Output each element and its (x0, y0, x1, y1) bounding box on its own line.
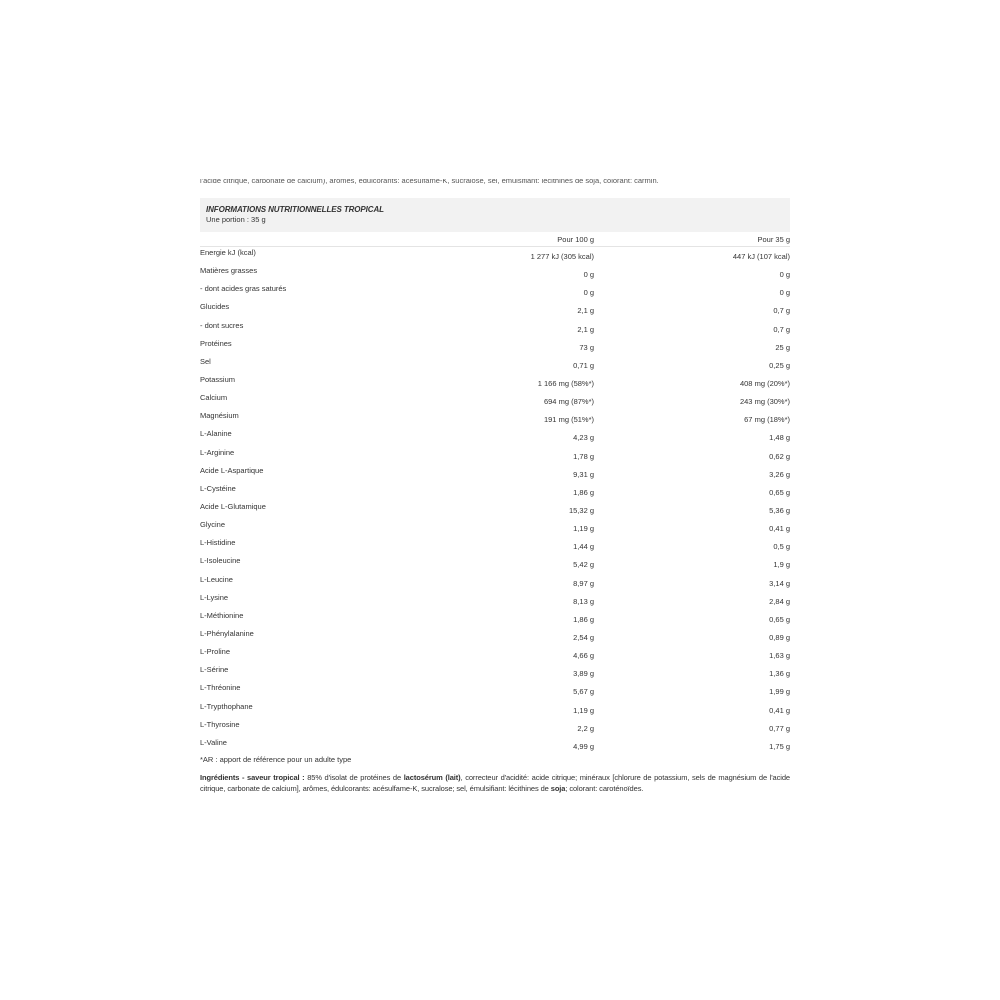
nutrition-rows (200, 246, 790, 754)
value-per-100g: 4,66 g (573, 651, 594, 661)
table-row (200, 573, 790, 591)
value-per-100g: 2,1 g (577, 306, 594, 316)
ingredients-label: Ingrédients - saveur tropical : (200, 772, 305, 782)
value-per-35g: 447 kJ (107 kcal) (732, 252, 790, 261)
nutrient-name: L-Alanine (200, 429, 232, 439)
value-per-35g: 1,9 g (773, 560, 790, 570)
value-per-100g: 191 mg (51%*) (543, 415, 594, 425)
value-per-35g: 67 mg (18%*) (744, 415, 790, 425)
nutrient-name: Protéines (200, 338, 232, 348)
value-per-100g: 0 g (583, 270, 594, 280)
value-per-100g: 73 g (579, 342, 594, 352)
nutrient-name: L-Arginine (200, 447, 235, 457)
value-per-100g: 15,32 g (568, 505, 594, 515)
table-row (200, 591, 790, 609)
footnote: *AR : apport de référence pour un adulte type (200, 754, 352, 764)
nutrient-name: Glucides (200, 302, 230, 312)
nutrient-name: L-Trypthophane (200, 701, 253, 711)
value-per-100g: 1,86 g (573, 487, 594, 497)
nutrition-panel (200, 198, 790, 794)
column-header-per-100g: Pour 100 g (557, 235, 594, 244)
value-per-100g: 2,2 g (577, 723, 594, 733)
table-row (200, 482, 790, 500)
value-per-35g: 25 g (775, 342, 790, 352)
nutrient-name: L-Leucine (200, 574, 233, 584)
column-headers (200, 234, 790, 246)
table-row (200, 319, 790, 337)
table-row (200, 446, 790, 464)
value-per-100g: 1 166 mg (58%*) (537, 378, 594, 388)
table-row (200, 736, 790, 754)
nutrient-name: L-Cystéine (200, 483, 236, 493)
nutrient-name: L-Thréonine (200, 683, 241, 693)
value-per-35g: 1,63 g (769, 651, 790, 661)
table-row (200, 300, 790, 318)
value-per-35g: 3,14 g (769, 578, 790, 588)
nutrient-name: Energie kJ (kcal) (200, 248, 256, 257)
nutrient-name: Acide L-Glutamique (200, 501, 266, 511)
portion-size: Une portion : 35 g (206, 215, 266, 224)
value-per-35g: 2,84 g (769, 596, 790, 606)
nutrient-name: Matières grasses (200, 266, 258, 276)
nutrition-title: INFORMATIONS NUTRITIONNELLES TROPICAL (206, 205, 384, 214)
value-per-35g: 0,41 g (769, 705, 790, 715)
table-row (200, 627, 790, 645)
value-per-100g: 1,19 g (573, 705, 594, 715)
value-per-100g: 4,99 g (573, 741, 594, 751)
value-per-100g: 9,31 g (573, 469, 594, 479)
value-per-35g: 0,77 g (769, 723, 790, 733)
value-per-35g: 1,48 g (769, 433, 790, 443)
value-per-35g: 0,62 g (769, 451, 790, 461)
value-per-100g: 694 mg (87%*) (543, 397, 594, 407)
nutrient-name: Acide L-Aspartique (200, 465, 264, 475)
value-per-35g: 1,75 g (769, 741, 790, 751)
nutrient-name: - dont acides gras saturés (200, 284, 287, 294)
ingredients-part-1: 85% d'isolat de protéines de (304, 772, 404, 782)
nutrient-name: L-Valine (200, 737, 227, 747)
table-row (200, 718, 790, 736)
value-per-35g: 5,36 g (769, 505, 790, 515)
value-per-100g: 2,54 g (573, 632, 594, 642)
nutrient-name: L-Thyrosine (200, 719, 240, 729)
value-per-100g: 2,1 g (577, 324, 594, 334)
table-row (200, 645, 790, 663)
ingredients-part-2: , correcteur d'acidité: acide citrique; minéraux [chlorure de potassium, sels de magnésium de l'acide citrique, carbonate de calcium], arômes, édulcorants: acésulfame-K, sucralose; sel, émulsifiant: lécithines de (200, 772, 790, 793)
value-per-100g: 3,89 g (573, 669, 594, 679)
value-per-35g: 0,65 g (769, 487, 790, 497)
nutrient-name: L-Phénylalanine (200, 628, 254, 638)
table-row (200, 518, 790, 536)
table-row (200, 500, 790, 518)
value-per-100g: 1,78 g (573, 451, 594, 461)
allergen-lactoserum: lactosérum (lait) (403, 772, 461, 782)
value-per-100g: 5,42 g (573, 560, 594, 570)
table-row (200, 282, 790, 300)
nutrient-name: Glycine (200, 520, 226, 530)
value-per-35g: 0,25 g (769, 360, 790, 370)
ingredients-text (200, 772, 790, 794)
truncated-previous-text: l'acide citrique, carbonate de calcium), arômes, édulcorants: acésulfame-K, sucralose, sel, émulsifiant: lécithines de soja, colorant: carmin. (200, 179, 659, 185)
nutrient-name: L-Proline (200, 647, 231, 657)
nutrient-name: Sel (200, 356, 211, 366)
value-per-35g: 0,41 g (769, 524, 790, 534)
value-per-35g: 3,26 g (769, 469, 790, 479)
nutrition-header (200, 198, 790, 232)
nutrient-name: L-Isoleucine (200, 556, 241, 566)
table-row (200, 536, 790, 554)
allergen-soja: soja (550, 783, 566, 793)
value-per-100g: 1 277 kJ (305 kcal) (530, 252, 594, 261)
table-row (200, 391, 790, 409)
value-per-35g: 243 mg (30%*) (739, 397, 790, 407)
table-row (200, 464, 790, 482)
nutrient-name: Potassium (200, 374, 236, 384)
value-per-35g: 408 mg (20%*) (739, 378, 790, 388)
value-per-100g: 8,13 g (573, 596, 594, 606)
value-per-100g: 5,67 g (573, 687, 594, 697)
ingredients-part-3: ; colorant: caroténoïdes. (565, 783, 644, 793)
value-per-35g: 1,99 g (769, 687, 790, 697)
value-per-100g: 4,23 g (573, 433, 594, 443)
table-row (200, 609, 790, 627)
table-row (200, 373, 790, 391)
nutrient-name: Calcium (200, 393, 228, 403)
table-row (200, 663, 790, 681)
column-header-per-35g: Pour 35 g (757, 235, 790, 244)
table-row (200, 681, 790, 699)
nutrient-name: L-Lysine (200, 592, 229, 602)
value-per-35g: 0,89 g (769, 632, 790, 642)
nutrient-name: L-Histidine (200, 538, 236, 548)
value-per-100g: 8,97 g (573, 578, 594, 588)
table-row (200, 355, 790, 373)
nutrient-name: L-Méthionine (200, 610, 244, 620)
nutrient-name: - dont sucres (200, 320, 244, 330)
value-per-100g: 0 g (583, 288, 594, 298)
nutrient-name: Magnésium (200, 411, 239, 421)
table-row (200, 264, 790, 282)
value-per-35g: 0,7 g (773, 306, 790, 316)
table-row (200, 337, 790, 355)
table-row (200, 246, 790, 264)
value-per-100g: 1,86 g (573, 614, 594, 624)
value-per-35g: 0 g (779, 270, 790, 280)
value-per-35g: 0,65 g (769, 614, 790, 624)
table-row (200, 427, 790, 445)
value-per-100g: 0,71 g (573, 360, 594, 370)
table-row (200, 700, 790, 718)
value-per-35g: 0 g (779, 288, 790, 298)
table-row (200, 409, 790, 427)
value-per-35g: 1,36 g (769, 669, 790, 679)
value-per-100g: 1,44 g (573, 542, 594, 552)
value-per-35g: 0,7 g (773, 324, 790, 334)
nutrient-name: L-Sérine (200, 665, 229, 675)
value-per-100g: 1,19 g (573, 524, 594, 534)
table-row (200, 554, 790, 572)
value-per-35g: 0,5 g (773, 542, 790, 552)
